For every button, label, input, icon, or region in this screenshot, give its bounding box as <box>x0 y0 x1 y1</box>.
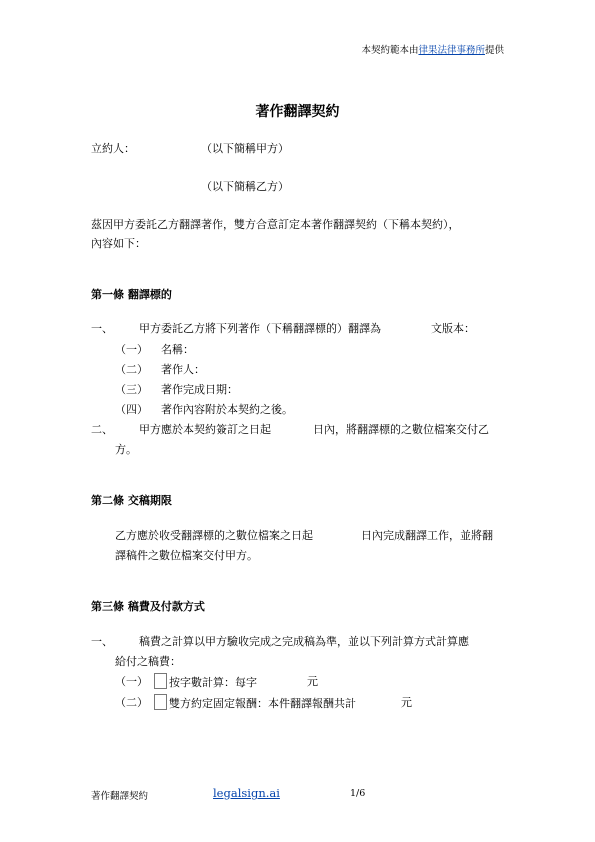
article-3-heading: 第三條 稿費及付款方式 <box>91 600 205 613</box>
fixed-fee-checkbox[interactable] <box>154 694 167 710</box>
article-1-sub-3-number: （三） <box>115 383 148 396</box>
article-1-sub-2-number: （二） <box>115 363 148 376</box>
article-1-sub-3-text: 著作完成日期： <box>161 383 238 396</box>
article-2-heading: 第二條 交稿期限 <box>91 494 172 507</box>
footer-document-name: 著作翻譯契約 <box>91 791 149 802</box>
article-1-item-2-text-wrap: 方。 <box>115 443 137 456</box>
article-3-option-2-number: （二） <box>115 696 148 709</box>
per-word-checkbox[interactable] <box>154 673 167 689</box>
article-1-heading: 第一條 翻譯標的 <box>91 288 172 301</box>
article-1-sub-1-number: （一） <box>115 343 148 356</box>
article-1-sub-1-text: 名稱： <box>161 343 194 356</box>
article-2-text-wrap: 譯稿件之數位檔案交付甲方。 <box>115 549 258 562</box>
preamble-line-2: 內容如下： <box>91 237 146 250</box>
article-2-text: 乙方應於收受翻譯標的之數位檔案之日起 <box>115 529 313 542</box>
party-b-note: （以下簡稱乙方） <box>201 180 289 193</box>
article-1-item-2-number: 二、 <box>91 423 113 436</box>
document-title: 著作翻譯契約 <box>255 104 340 120</box>
article-3-item-1-number: 一、 <box>91 635 113 648</box>
page-number: 1/6 <box>350 788 366 799</box>
article-1-item-1-text-end: 文版本： <box>431 322 475 335</box>
article-3-option-2-text: 雙方約定固定報酬：本件翻譯報酬共計 <box>169 697 356 710</box>
article-1-sub-2-text: 著作人： <box>161 363 205 376</box>
article-3-option-1-unit: 元 <box>307 675 318 688</box>
article-2-text-continued: 日內完成翻譯工作，並將翻 <box>361 529 493 542</box>
article-1-item-2-text: 甲方應於本契約簽訂之日起 <box>139 423 271 436</box>
article-1-sub-4-number: （四） <box>115 403 148 416</box>
article-3-option-1-text: 按字數計算：每字 <box>169 676 257 689</box>
footer-link[interactable] <box>213 786 280 800</box>
article-1-item-2-text-continued: 日內，將翻譯標的之數位檔案交付乙 <box>313 423 489 436</box>
party-a-note: （以下簡稱甲方） <box>201 142 289 155</box>
article-1-sub-4-text: 著作內容附於本契約之後。 <box>161 403 293 416</box>
article-1-item-1-text: 甲方委託乙方將下列著作（下稱翻譯標的）翻譯為 <box>139 322 381 335</box>
provider-note <box>361 42 504 56</box>
law-firm-link[interactable]: 律果法律事務所 <box>418 45 485 56</box>
provider-suffix: 提供 <box>484 45 504 56</box>
article-3-option-2-unit: 元 <box>401 696 412 709</box>
article-3-item-1-text-wrap: 給付之稿費： <box>115 655 181 668</box>
preamble-line-1: 茲因甲方委託乙方翻譯著作，雙方合意訂定本著作翻譯契約（下稱本契約）， <box>91 218 460 231</box>
provider-prefix: 本契約範本由 <box>361 45 419 56</box>
article-1-item-1-number: 一、 <box>91 322 113 335</box>
article-3-option-1 <box>154 673 257 692</box>
legalsign-link[interactable]: legalsign.ai <box>213 786 280 800</box>
signatory-label: 立約人： <box>91 142 135 155</box>
article-3-option-2 <box>154 694 356 713</box>
article-3-item-1-text: 稿費之計算以甲方驗收完成之完成稿為準，並以下列計算方式計算應 <box>139 635 469 648</box>
article-3-option-1-number: （一） <box>115 675 148 688</box>
